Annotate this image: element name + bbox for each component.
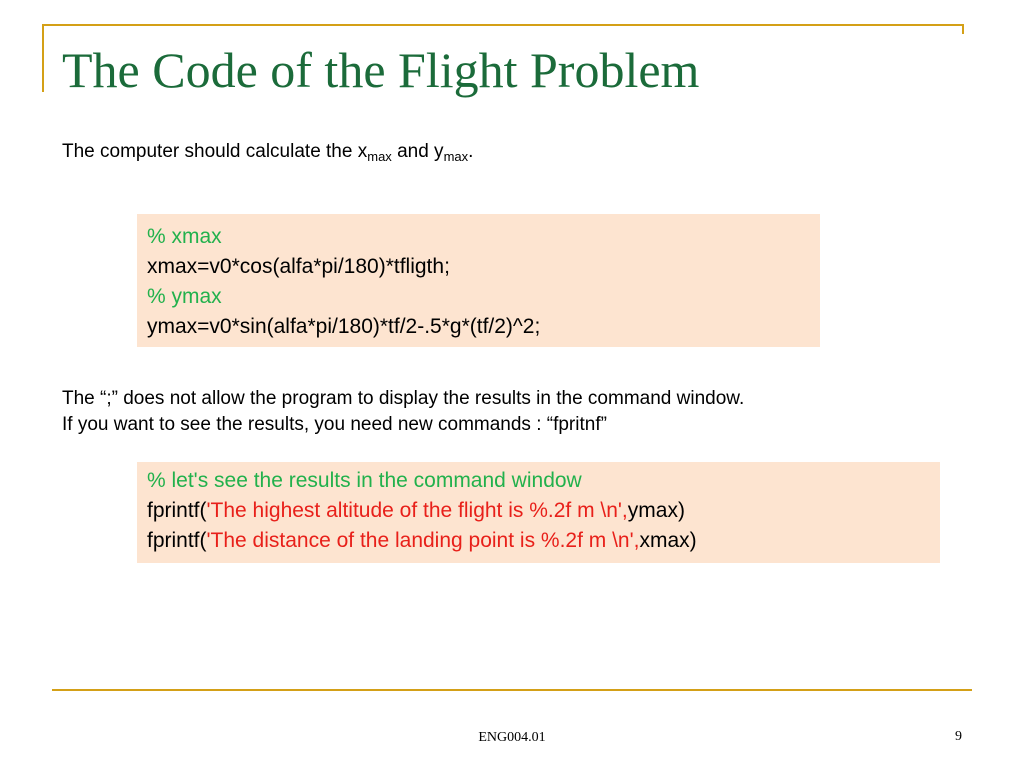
explanation-line-1: The “;” does not allow the program to display the results in the command window. bbox=[62, 388, 745, 409]
code-line-xmax: xmax=v0*cos(alfa*pi/180)*tfligth; bbox=[147, 255, 450, 278]
fprintf-string-altitude: 'The highest altitude of the flight is %.2f m \n', bbox=[206, 499, 628, 522]
left-rule bbox=[42, 24, 44, 92]
right-rule bbox=[962, 24, 964, 34]
footer-rule bbox=[52, 689, 972, 691]
fprintf-string-distance: 'The distance of the landing point is %.2f m \n', bbox=[206, 529, 640, 552]
intro-before-x: The computer should calculate the x bbox=[62, 141, 368, 162]
intro-y-subscript: max bbox=[443, 149, 469, 164]
code-comment-xmax: % xmax bbox=[147, 225, 222, 248]
fprintf-suffix: ymax) bbox=[627, 499, 685, 522]
code-block-fprintf bbox=[137, 462, 940, 563]
explanation-line-2: If you want to see the results, you need new commands : “fpritnf” bbox=[62, 414, 607, 435]
code-block-xmax-ymax bbox=[137, 214, 820, 347]
page-number: 9 bbox=[955, 729, 962, 744]
fprintf-suffix: xmax) bbox=[639, 529, 697, 552]
fprintf-prefix: fprintf( bbox=[147, 499, 207, 522]
top-rule bbox=[42, 24, 964, 26]
code-line-fprintf-ymax bbox=[147, 496, 930, 526]
intro-end: . bbox=[468, 141, 474, 162]
code-line-fprintf-xmax bbox=[147, 526, 930, 556]
explanation-paragraph bbox=[62, 386, 744, 438]
code-comment-ymax: % ymax bbox=[147, 285, 222, 308]
intro-x-subscript: max bbox=[367, 149, 392, 164]
code-line-ymax: ymax=v0*sin(alfa*pi/180)*tf/2-.5*g*(tf/2)^2; bbox=[147, 315, 541, 338]
code-comment-results: % let's see the results in the command window bbox=[147, 469, 582, 492]
intro-middle: and y bbox=[391, 141, 444, 162]
intro-text bbox=[62, 140, 473, 169]
fprintf-prefix: fprintf( bbox=[147, 529, 207, 552]
slide-title: The Code of the Flight Problem bbox=[62, 42, 700, 98]
footer-course-code: ENG004.01 bbox=[478, 730, 546, 745]
